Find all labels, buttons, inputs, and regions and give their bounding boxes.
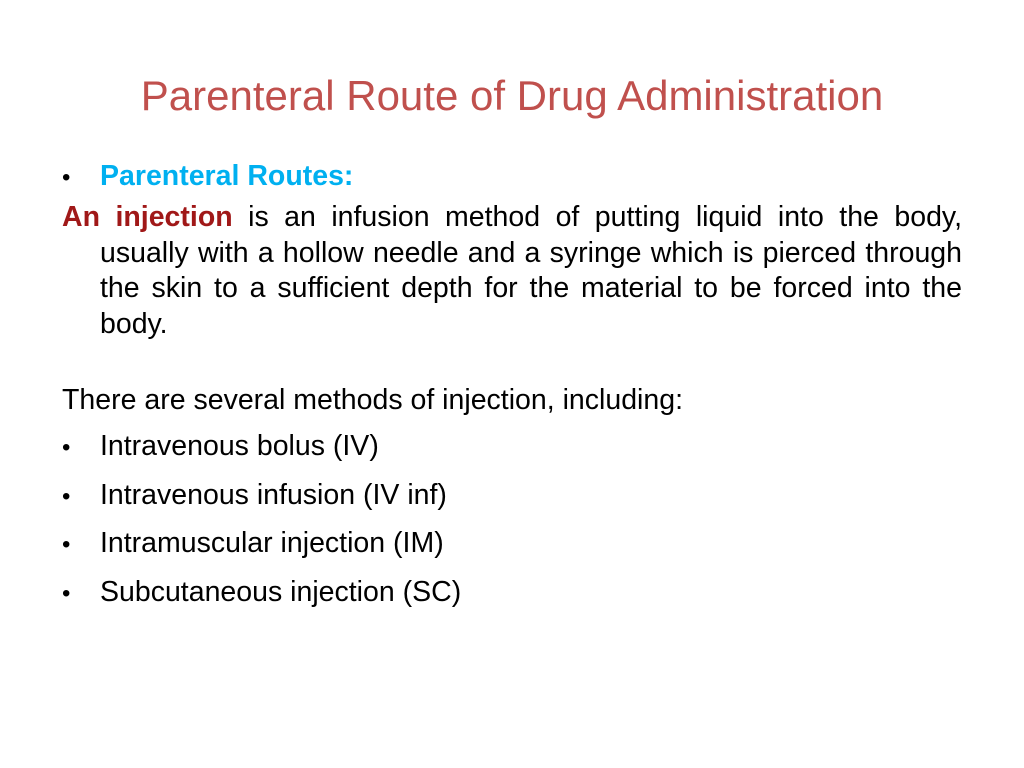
method-label: Intravenous infusion (IV inf) — [100, 478, 447, 511]
subheading: Parenteral Routes: — [100, 160, 354, 192]
definition-paragraph — [62, 200, 962, 342]
list-item — [62, 525, 962, 574]
method-label: Intravenous bolus (IV) — [100, 430, 379, 462]
methods-intro: There are several methods of injection, including: — [62, 384, 684, 416]
definition-term: An injection — [62, 201, 233, 233]
slide-title: Parenteral Route of Drug Administration — [140, 72, 884, 119]
slide-content — [62, 158, 962, 622]
list-item — [62, 477, 962, 526]
bullet-icon: • — [62, 434, 71, 461]
methods-list — [62, 428, 962, 622]
bullet-icon: • — [62, 531, 71, 558]
method-label: Subcutaneous injection (SC) — [100, 575, 462, 608]
definition-text: is an infusion method of putting liquid into the body, usually with a hollow needle and a syringe which is pierced through the skin to a sufficient depth for the material to be forced into the body. — [100, 201, 962, 340]
bullet-icon: • — [62, 482, 71, 510]
bullet-icon: • — [62, 579, 71, 607]
method-label: Intramuscular injection (IM) — [100, 527, 444, 559]
list-item — [62, 574, 962, 623]
bullet-icon: • — [62, 164, 71, 191]
subheading-row — [62, 158, 962, 196]
list-item — [62, 428, 962, 477]
